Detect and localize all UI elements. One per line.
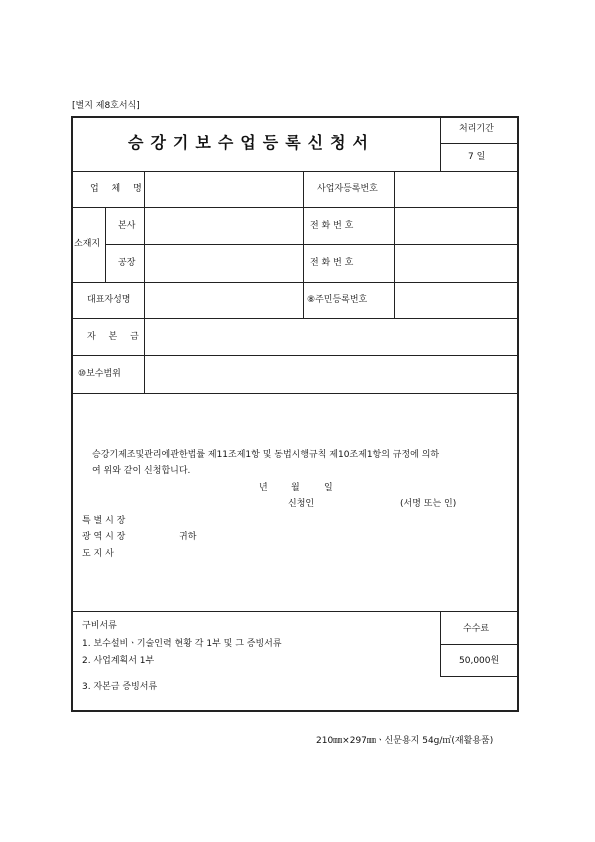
form-number: [별지 제8호서식] <box>72 101 140 111</box>
divider <box>105 207 106 282</box>
processing-period-label: 처리기간 <box>459 124 494 134</box>
company-name-field[interactable] <box>146 173 302 206</box>
date-month: 월 <box>291 483 300 493</box>
resident-reg-no-label: ⑧주민등록번호 <box>307 295 368 305</box>
form-title: 승강기보수업등록신청서 <box>128 133 376 152</box>
processing-period-value: 7 일 <box>468 152 486 162</box>
document-item-2: 2. 사업계획서 1부 <box>82 656 155 666</box>
document-item-3: 3. 자본금 증빙서류 <box>82 682 158 692</box>
divider <box>394 171 395 318</box>
statement-line2: 여 위와 같이 신청합니다. <box>92 466 191 476</box>
divider <box>71 393 519 394</box>
divider <box>440 644 518 645</box>
document-item-1: 1. 보수설비ㆍ기술인력 현황 각 1부 및 그 증빙서류 <box>82 639 282 649</box>
head-office-phone-label: 전 화 번 호 <box>310 221 354 231</box>
factory-address-field[interactable] <box>146 246 302 281</box>
border-right <box>517 116 519 712</box>
statement-line1: 승강기제조및관리에관한법률 제11조제1항 및 동법시행규칙 제10조제1항의 규정에 의하 <box>92 450 440 460</box>
location-label: 소재지 <box>74 239 101 249</box>
factory-phone-field[interactable] <box>396 246 516 281</box>
divider <box>71 282 519 283</box>
capital-field[interactable] <box>146 320 516 354</box>
factory-phone-label: 전 화 번 호 <box>310 258 354 268</box>
business-reg-no-field[interactable] <box>396 173 516 206</box>
honorific: 귀하 <box>179 532 197 542</box>
maintenance-scope-label: ⑩보수범위 <box>78 369 121 379</box>
divider <box>71 611 519 612</box>
signature-label: (서명 또는 인) <box>400 499 457 509</box>
date-year: 년 <box>259 483 268 493</box>
divider <box>440 676 518 677</box>
border-left <box>71 116 73 712</box>
addressee-special-city-mayor: 특 별 시 장 <box>82 516 126 526</box>
business-reg-no-label: 사업자등록번호 <box>317 184 378 194</box>
divider <box>303 171 304 318</box>
divider <box>144 171 145 393</box>
factory-label: 공장 <box>118 258 136 268</box>
capital-label: 자 본 금 <box>87 332 144 342</box>
company-name-label: 업 체 명 <box>90 184 147 194</box>
fee-amount: 50,000원 <box>459 656 500 666</box>
divider <box>71 171 519 172</box>
resident-reg-no-field[interactable] <box>396 284 516 317</box>
representative-field[interactable] <box>146 284 302 317</box>
divider <box>71 318 519 319</box>
applicant-label: 신청인 <box>288 499 315 509</box>
fee-label: 수수료 <box>463 624 490 634</box>
divider <box>71 355 519 356</box>
paper-spec-footer: 210㎜×297㎜ㆍ신문용지 54g/㎡(재활용품) <box>316 736 494 746</box>
head-office-label: 본사 <box>118 221 136 231</box>
documents-header: 구비서류 <box>82 621 117 631</box>
maintenance-scope-field[interactable] <box>146 357 516 392</box>
representative-label: 대표자성명 <box>87 295 131 305</box>
head-office-phone-field[interactable] <box>396 209 516 243</box>
border-bottom <box>71 710 519 712</box>
divider <box>71 207 519 208</box>
date-day: 일 <box>324 483 333 493</box>
addressee-governor: 도 지 사 <box>82 549 114 559</box>
divider <box>440 143 518 144</box>
head-office-address-field[interactable] <box>146 209 302 243</box>
border-top <box>71 116 519 118</box>
addressee-metropolitan-city-mayor: 광 역 시 장 <box>82 532 126 542</box>
divider <box>105 244 519 245</box>
